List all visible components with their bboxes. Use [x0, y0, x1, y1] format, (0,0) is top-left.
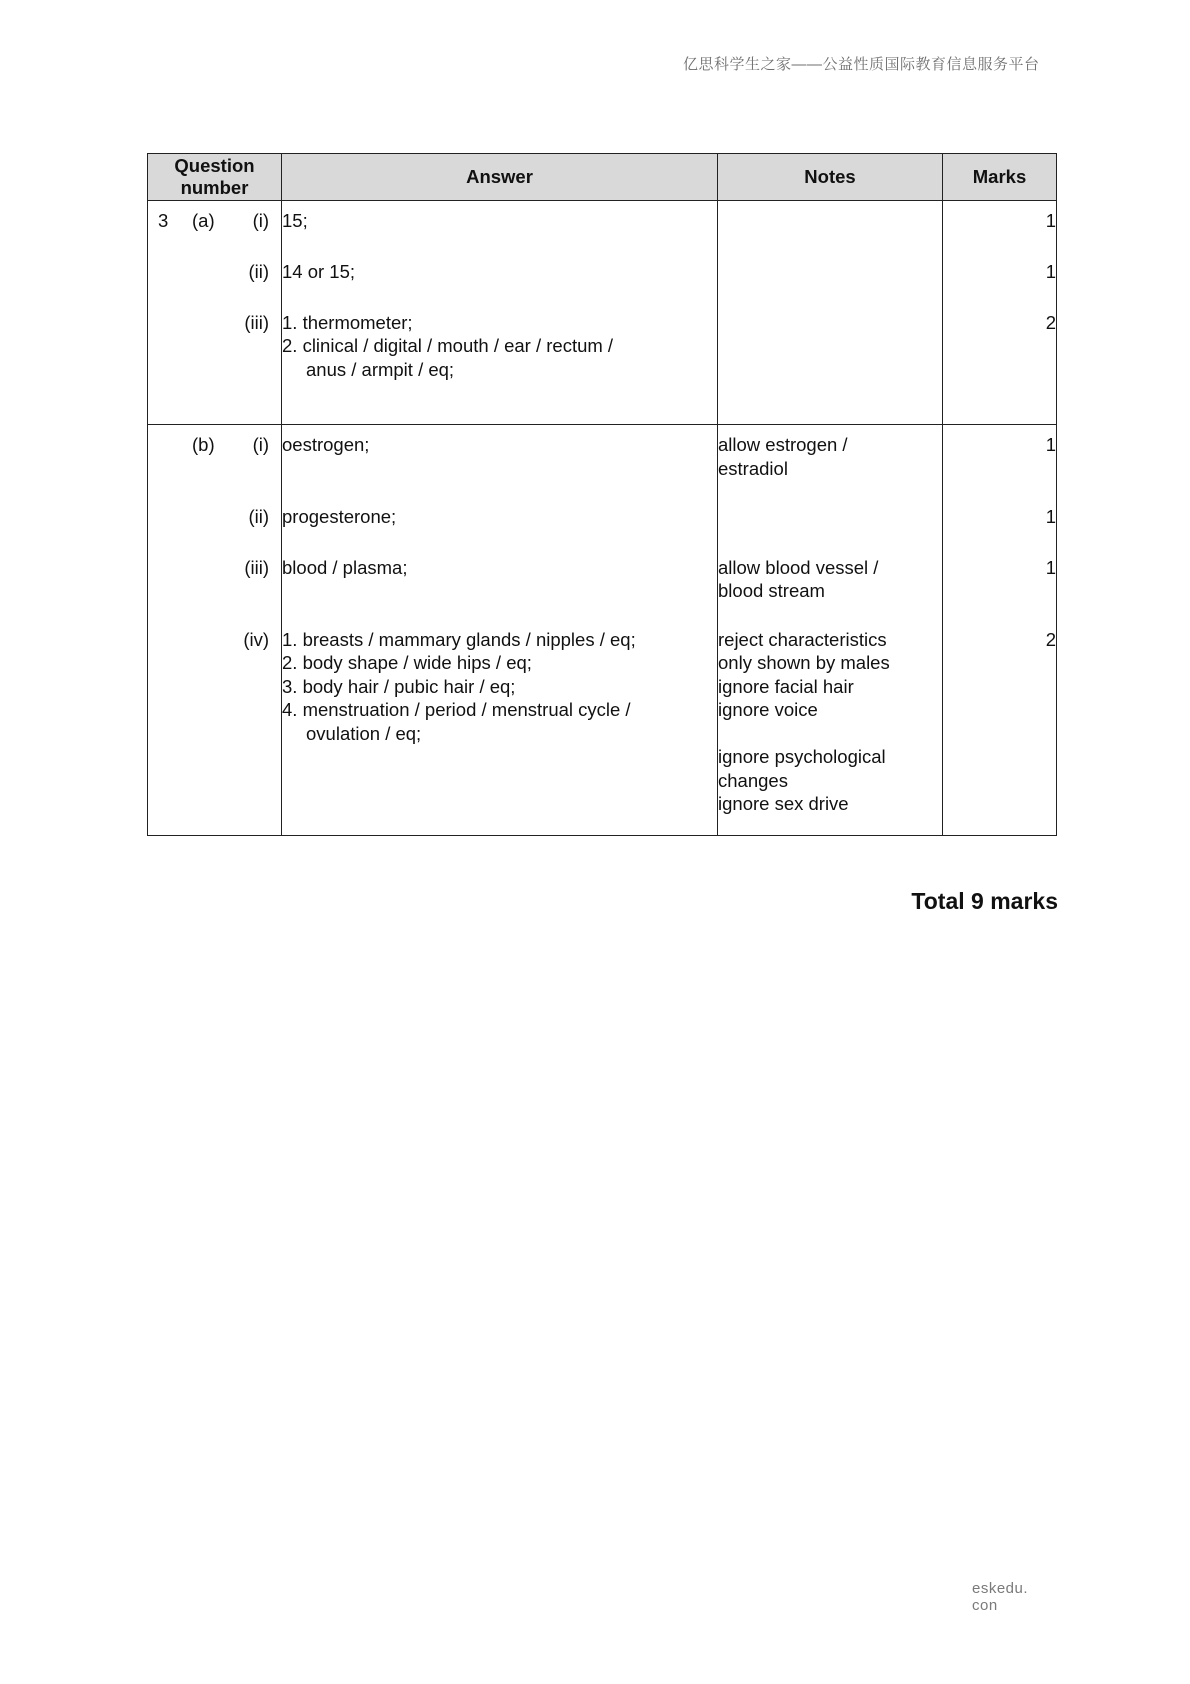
answer-line: 2. clinical / digital / mouth / ear / rectum /: [282, 335, 614, 356]
answer-cell: [282, 252, 718, 303]
answer-cell: [282, 201, 718, 252]
marks-cell: 2: [943, 620, 1057, 836]
answer-cell: [282, 620, 718, 836]
marks-cell: 1: [943, 497, 1057, 548]
note-line: ignore voice: [718, 699, 818, 720]
answer-line: 15;: [282, 210, 308, 231]
header-answer: Answer: [282, 154, 718, 201]
question-section: (a): [192, 210, 215, 231]
question-part: (iii): [244, 556, 269, 578]
marks-cell: 1: [943, 201, 1057, 252]
answer-line: oestrogen;: [282, 434, 370, 455]
answer-line: 1. breasts / mammary glands / nipples / eq;: [282, 628, 636, 650]
answer-line: progesterone;: [282, 505, 397, 527]
notes-cell: [718, 425, 943, 497]
note-line: ignore psychological: [718, 746, 886, 767]
notes-cell: [718, 620, 943, 836]
question-part: (iv): [243, 628, 269, 650]
question-part: (ii): [248, 505, 269, 527]
notes-cell: [718, 252, 943, 303]
note-line: estradiol: [718, 457, 788, 479]
table-row: [148, 201, 1057, 252]
answer-cell: [282, 548, 718, 620]
table-header-row: [148, 154, 1057, 201]
answer-line: 3. body hair / pubic hair / eq;: [282, 675, 516, 697]
question-number-cell: [148, 201, 282, 252]
page-header-text: 亿思科学生之家——公益性质国际教育信息服务平台: [683, 56, 1040, 73]
question-section: (b): [192, 434, 215, 455]
question-part: (iii): [244, 311, 269, 333]
note-spacer: [718, 722, 942, 746]
notes-cell: [718, 303, 943, 425]
question-part: (ii): [248, 260, 269, 282]
answer-line: 4. menstruation / period / menstrual cycle /: [282, 699, 631, 720]
question-part: (i): [252, 434, 269, 455]
notes-cell: [718, 201, 943, 252]
table-row: [148, 252, 1057, 303]
note-line: only shown by males: [718, 652, 890, 673]
question-number-cell: [148, 425, 282, 497]
note-line: ignore facial hair: [718, 675, 854, 697]
note-line: allow blood vessel /: [718, 556, 879, 578]
note-line: changes: [718, 769, 788, 791]
marks-cell: 1: [943, 252, 1057, 303]
question-number-cell: [148, 620, 282, 836]
marks-cell: 2: [943, 303, 1057, 425]
answer-line: 1. thermometer;: [282, 311, 413, 333]
marks-cell: 1: [943, 548, 1057, 620]
note-line: ignore sex drive: [718, 793, 849, 814]
note-line: allow estrogen /: [718, 434, 848, 455]
answer-line: 14 or 15;: [282, 260, 356, 282]
total-marks: Total 9 marks: [911, 888, 1058, 914]
note-line: reject characteristics: [718, 628, 887, 650]
note-line: blood stream: [718, 580, 825, 601]
notes-cell: [718, 548, 943, 620]
question-part: (i): [252, 210, 269, 231]
page-footer-text: eskedu. con: [972, 1580, 1029, 1614]
mark-scheme-table: [147, 153, 1057, 836]
table-row: [148, 425, 1057, 497]
answer-line: 2. body shape / wide hips / eq;: [282, 652, 532, 673]
answer-line: ovulation / eq;: [306, 722, 422, 744]
table-row: [148, 303, 1057, 425]
marks-cell: 1: [943, 425, 1057, 497]
answer-cell: [282, 425, 718, 497]
header-question-number: Question number: [148, 154, 282, 201]
question-number-cell: [148, 548, 282, 620]
question-number-cell: [148, 303, 282, 425]
answer-line: blood / plasma;: [282, 556, 408, 578]
table-row: [148, 620, 1057, 836]
answer-cell: [282, 303, 718, 425]
table-row: [148, 548, 1057, 620]
question-number-cell: [148, 497, 282, 548]
answer-cell: [282, 497, 718, 548]
table-row: [148, 497, 1057, 548]
question-number: 3: [158, 210, 169, 231]
header-marks: Marks: [943, 154, 1057, 201]
header-notes: Notes: [718, 154, 943, 201]
question-number-cell: [148, 252, 282, 303]
notes-cell: [718, 497, 943, 548]
answer-line: anus / armpit / eq;: [306, 358, 455, 380]
